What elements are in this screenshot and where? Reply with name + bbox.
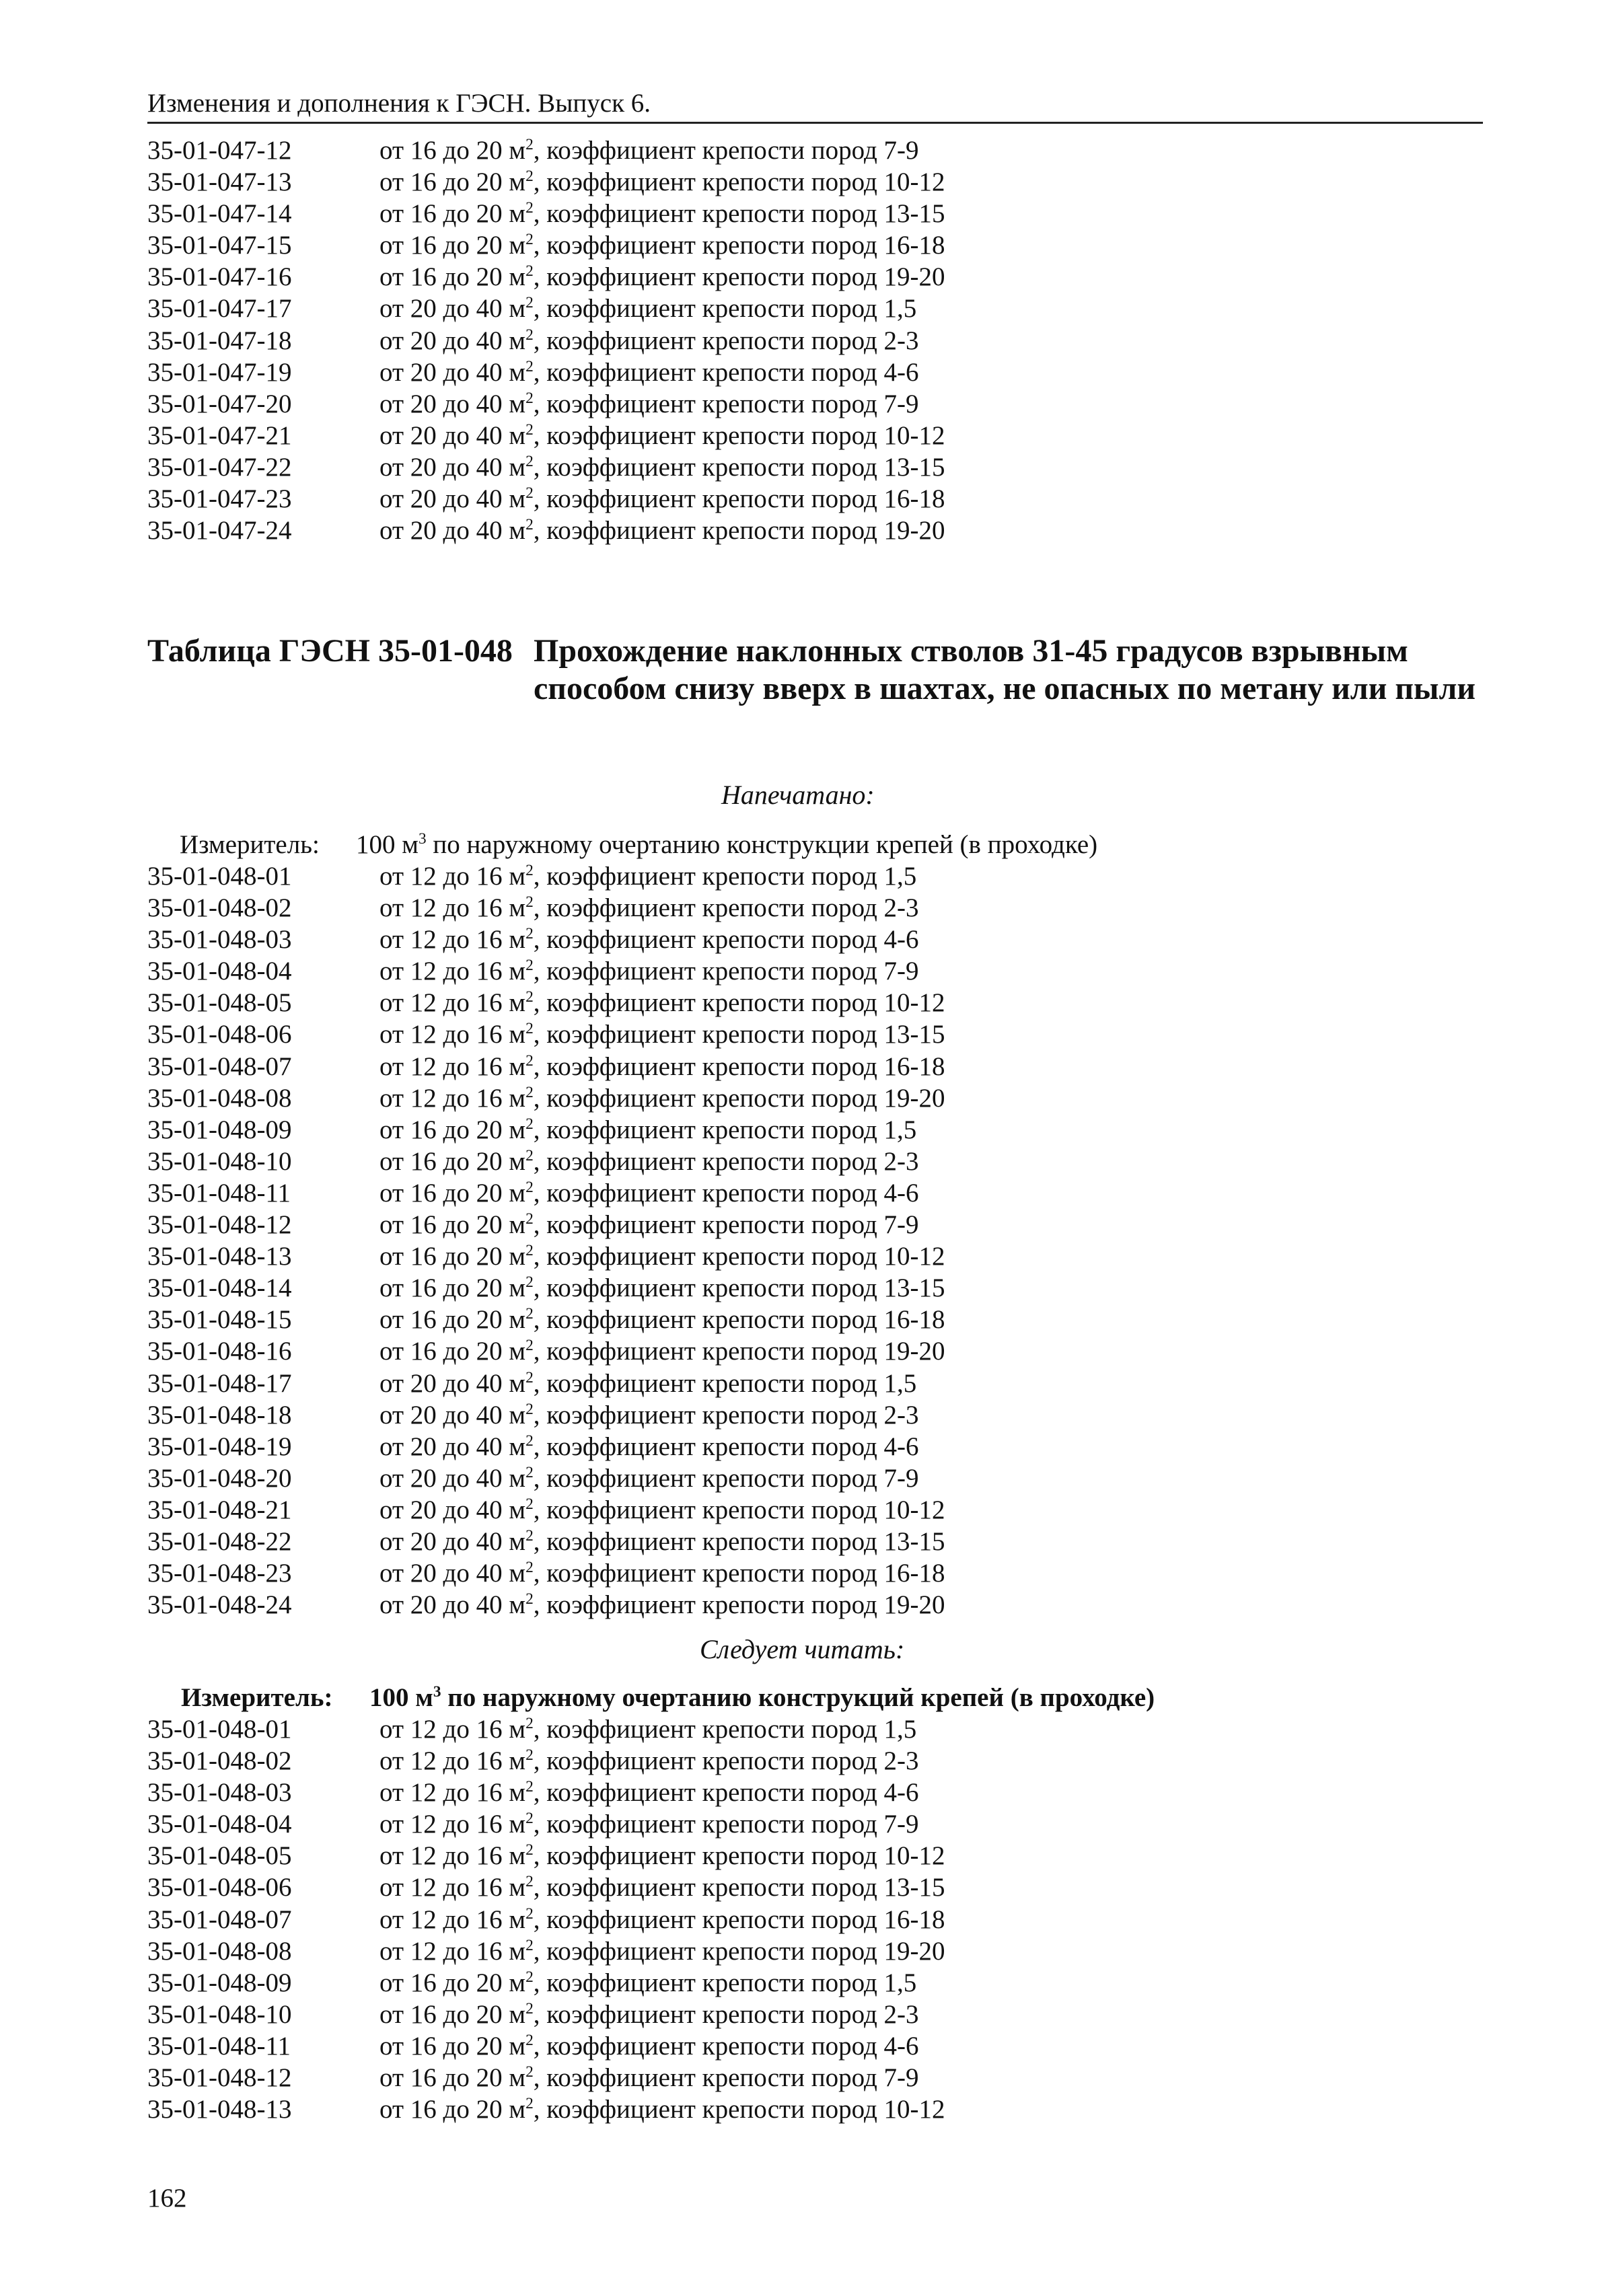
running-header: Изменения и дополнения к ГЭСН. Выпуск 6. <box>147 89 651 118</box>
item-code: 35-01-048-01 <box>147 1715 292 1744</box>
item-code: 35-01-047-22 <box>147 452 292 482</box>
item-description: от 12 до 16 $м^2$, коэффициент крепости пород 19-20 <box>379 1083 945 1113</box>
item-code: 35-01-048-05 <box>147 988 292 1018</box>
item-code: 35-01-047-18 <box>147 326 292 355</box>
item-description: от 20 до 40 $м^2$, коэффициент крепости пород 2-3 <box>379 1400 919 1430</box>
item-description: от 16 до 20 $м^2$, коэффициент крепости пород 1,5 <box>379 1115 917 1144</box>
item-description: от 16 до 20 $м^2$, коэффициент крепости пород 2-3 <box>379 1146 919 1176</box>
item-description: от 12 до 16 $м^2$, коэффициент крепости пород 1,5 <box>379 1715 917 1744</box>
corrected-measure <box>147 1682 1466 1713</box>
page-number: 162 <box>147 2184 187 2213</box>
item-code: 35-01-048-15 <box>147 1305 292 1335</box>
item-description: от 12 до 16 $м^2$, коэффициент крепости пород 16-18 <box>379 1904 945 1934</box>
item-code: 35-01-048-05 <box>147 1841 292 1871</box>
item-code: 35-01-047-17 <box>147 294 292 324</box>
item-code: 35-01-048-17 <box>147 1368 292 1398</box>
item-description: от 16 до 20 $м^2$, коэффициент крепости пород 7-9 <box>379 1210 919 1240</box>
item-code: 35-01-048-02 <box>147 893 292 923</box>
item-description: от 20 до 40 $м^2$, коэффициент крепости пород 16-18 <box>379 484 945 514</box>
item-description: от 16 до 20 $м^2$, коэффициент крепости пород 2-3 <box>379 1999 919 2029</box>
item-description: от 12 до 16 $м^2$, коэффициент крепости пород 1,5 <box>379 862 917 891</box>
item-code: 35-01-048-22 <box>147 1526 292 1556</box>
item-code: 35-01-048-20 <box>147 1463 292 1493</box>
item-code: 35-01-048-13 <box>147 2095 292 2124</box>
measure-label: Измеритель: <box>181 1683 333 1712</box>
measure-value: 100 $м^3$ по наружному очертанию конструкций крепей (в проходке) <box>369 1683 1155 1712</box>
item-description: от 16 до 20 $м^2$, коэффициент крепости пород 7-9 <box>379 2063 919 2093</box>
item-description: от 16 до 20 $м^2$, коэффициент крепости пород 10-12 <box>379 1242 945 1271</box>
item-code: 35-01-048-10 <box>147 1146 292 1176</box>
item-code: 35-01-047-24 <box>147 516 292 546</box>
item-description: от 12 до 16 $м^2$, коэффициент крепости пород 19-20 <box>379 1936 945 1966</box>
item-description: от 16 до 20 $м^2$, коэффициент крепости пород 16-18 <box>379 1305 945 1335</box>
item-code: 35-01-047-13 <box>147 168 292 197</box>
item-description: от 16 до 20 $м^2$, коэффициент крепости пород 19-20 <box>379 1337 945 1366</box>
item-code: 35-01-048-23 <box>147 1559 292 1588</box>
item-description: от 16 до 20 $м^2$, коэффициент крепости пород 13-15 <box>379 199 945 229</box>
printed-note: Напечатано: <box>721 780 875 810</box>
item-code: 35-01-047-12 <box>147 136 292 165</box>
item-code: 35-01-048-12 <box>147 1210 292 1240</box>
item-description: от 12 до 16 $м^2$, коэффициент крепости пород 4-6 <box>379 1778 919 1808</box>
item-description: от 16 до 20 $м^2$, коэффициент крепости пород 13-15 <box>379 1273 945 1303</box>
item-description: от 20 до 40 $м^2$, коэффициент крепости пород 19-20 <box>379 516 945 546</box>
item-description: от 12 до 16 $м^2$, коэффициент крепости пород 2-3 <box>379 893 919 923</box>
item-code: 35-01-048-16 <box>147 1337 292 1366</box>
item-description: от 20 до 40 $м^2$, коэффициент крепости пород 7-9 <box>379 389 919 418</box>
item-code: 35-01-048-11 <box>147 2031 291 2061</box>
item-code: 35-01-048-03 <box>147 1778 292 1808</box>
header-rule <box>147 122 1483 124</box>
item-code: 35-01-048-03 <box>147 925 292 955</box>
item-description: от 16 до 20 $м^2$, коэффициент крепости пород 10-12 <box>379 168 945 197</box>
item-code: 35-01-048-09 <box>147 1968 292 1997</box>
item-description: от 12 до 16 $м^2$, коэффициент крепости пород 7-9 <box>379 957 919 986</box>
item-description: от 16 до 20 $м^2$, коэффициент крепости пород 10-12 <box>379 2095 945 2124</box>
item-code: 35-01-048-12 <box>147 2063 292 2093</box>
item-description: от 12 до 16 $м^2$, коэффициент крепости пород 10-12 <box>379 988 945 1018</box>
item-code: 35-01-048-21 <box>147 1495 292 1524</box>
item-description: от 20 до 40 $м^2$, коэффициент крепости пород 13-15 <box>379 1526 945 1556</box>
item-description: от 12 до 16 $м^2$, коэффициент крепости пород 16-18 <box>379 1051 945 1081</box>
item-code: 35-01-047-14 <box>147 199 292 229</box>
item-description: от 16 до 20 $м^2$, коэффициент крепости пород 4-6 <box>379 1178 919 1208</box>
item-description: от 12 до 16 $м^2$, коэффициент крепости пород 13-15 <box>379 1020 945 1049</box>
measure-row <box>147 1682 1466 1713</box>
item-code: 35-01-048-13 <box>147 1242 292 1271</box>
item-code: 35-01-048-01 <box>147 862 292 891</box>
item-code: 35-01-048-04 <box>147 957 292 986</box>
item-code: 35-01-047-15 <box>147 231 292 260</box>
item-description: от 20 до 40 $м^2$, коэффициент крепости пород 1,5 <box>379 1368 917 1398</box>
item-code: 35-01-048-08 <box>147 1083 292 1113</box>
measure-row <box>147 829 1466 860</box>
item-code: 35-01-048-08 <box>147 1936 292 1966</box>
item-code: 35-01-048-11 <box>147 1178 291 1208</box>
item-description: от 20 до 40 $м^2$, коэффициент крепости пород 16-18 <box>379 1559 945 1588</box>
item-description: от 12 до 16 $м^2$, коэффициент крепости пород 13-15 <box>379 1873 945 1902</box>
item-description: от 20 до 40 $м^2$, коэффициент крепости пород 19-20 <box>379 1590 945 1620</box>
item-code: 35-01-047-21 <box>147 420 292 450</box>
item-code: 35-01-048-09 <box>147 1115 292 1144</box>
item-description: от 16 до 20 $м^2$, коэффициент крепости пород 1,5 <box>379 1968 917 1997</box>
item-code: 35-01-048-10 <box>147 1999 292 2029</box>
printed-measure <box>147 829 1466 860</box>
item-code: 35-01-048-07 <box>147 1904 292 1934</box>
item-description: от 20 до 40 $м^2$, коэффициент крепости пород 1,5 <box>379 294 917 324</box>
item-description: от 16 до 20 $м^2$, коэффициент крепости пород 16-18 <box>379 231 945 260</box>
item-description: от 20 до 40 $м^2$, коэффициент крепости пород 4-6 <box>379 1432 919 1461</box>
item-code: 35-01-047-20 <box>147 389 292 418</box>
item-description: от 20 до 40 $м^2$, коэффициент крепости пород 10-12 <box>379 1495 945 1524</box>
item-code: 35-01-048-19 <box>147 1432 292 1461</box>
item-code: 35-01-048-06 <box>147 1873 292 1902</box>
item-code: 35-01-048-06 <box>147 1020 292 1049</box>
item-code: 35-01-048-04 <box>147 1810 292 1839</box>
item-description: от 12 до 16 $м^2$, коэффициент крепости пород 10-12 <box>379 1841 945 1871</box>
item-code: 35-01-048-24 <box>147 1590 292 1620</box>
item-code: 35-01-047-23 <box>147 484 292 514</box>
item-description: от 20 до 40 $м^2$, коэффициент крепости пород 2-3 <box>379 326 919 355</box>
item-description: от 12 до 16 $м^2$, коэффициент крепости пород 7-9 <box>379 1810 919 1839</box>
item-description: от 12 до 16 $м^2$, коэффициент крепости пород 2-3 <box>379 1746 919 1776</box>
item-description: от 12 до 16 $м^2$, коэффициент крепости пород 4-6 <box>379 925 919 955</box>
measure-value: 100 $м^3$ по наружному очертанию конструкции крепей (в проходке) <box>356 830 1098 859</box>
corrected-note: Следует читать: <box>700 1634 905 1664</box>
item-description: от 16 до 20 $м^2$, коэффициент крепости пород 19-20 <box>379 262 945 292</box>
item-code: 35-01-048-07 <box>147 1051 292 1081</box>
table-title-text: Прохождение наклонных стволов 31-45 градусов взрывным способом снизу вверх в шахтах, не опасных по метану или пыли <box>534 633 1476 706</box>
table-title-prefix: Таблица ГЭСН 35-01-048 <box>147 633 513 669</box>
item-code: 35-01-048-18 <box>147 1400 292 1430</box>
item-code: 35-01-047-16 <box>147 262 292 292</box>
item-description: от 20 до 40 $м^2$, коэффициент крепости пород 4-6 <box>379 357 919 387</box>
item-description: от 20 до 40 $м^2$, коэффициент крепости пород 7-9 <box>379 1463 919 1493</box>
item-code: 35-01-047-19 <box>147 357 292 387</box>
item-description: от 20 до 40 $м^2$, коэффициент крепости пород 13-15 <box>379 452 945 482</box>
item-code: 35-01-048-14 <box>147 1273 292 1303</box>
item-description: от 16 до 20 $м^2$, коэффициент крепости пород 4-6 <box>379 2031 919 2061</box>
measure-label: Измеритель: <box>180 830 320 859</box>
item-code: 35-01-048-02 <box>147 1746 292 1776</box>
item-description: от 20 до 40 $м^2$, коэффициент крепости пород 10-12 <box>379 420 945 450</box>
item-description: от 16 до 20 $м^2$, коэффициент крепости пород 7-9 <box>379 136 919 165</box>
